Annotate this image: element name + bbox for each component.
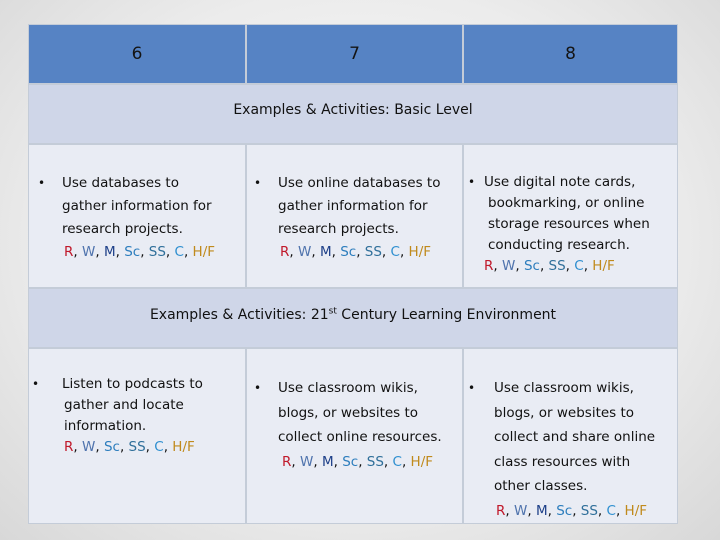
subject-tag: Sc bbox=[340, 244, 357, 260]
basic-activity-6 bbox=[38, 172, 243, 264]
subject-tag: R bbox=[64, 244, 74, 260]
grade-8-label: 8 bbox=[565, 44, 576, 64]
basic-activity-7 bbox=[254, 172, 464, 264]
subject-tag: W bbox=[501, 258, 516, 274]
bullet-icon: • bbox=[254, 381, 262, 395]
subject-tag: C bbox=[606, 502, 616, 519]
century-band bbox=[28, 288, 678, 348]
subject-tag: M bbox=[321, 453, 334, 470]
activity-line: other classes. bbox=[494, 478, 588, 494]
subject-tag: H/F bbox=[592, 258, 615, 274]
subject-tags: R, W, M, Sc, SS, C, H/F bbox=[64, 244, 216, 260]
activity-line: conducting research. bbox=[488, 237, 630, 253]
bullet-icon: • bbox=[32, 377, 40, 391]
activity-line: Use classroom wikis, bbox=[494, 380, 634, 396]
grade-7-header bbox=[246, 24, 463, 84]
subject-tag: SS bbox=[148, 244, 166, 260]
bullet-icon: • bbox=[38, 176, 46, 190]
activity-line: collect and share online bbox=[494, 429, 656, 445]
subject-tag: W bbox=[297, 244, 312, 260]
activity-line: Use online databases to bbox=[278, 175, 441, 191]
subject-tags: R, W, M, Sc, SS, C, H/F bbox=[280, 244, 432, 260]
subject-tag: Sc bbox=[556, 502, 573, 519]
subject-tag: M bbox=[103, 244, 116, 260]
subject-tag: W bbox=[81, 439, 96, 455]
activity-line: Listen to podcasts to bbox=[62, 376, 203, 392]
subject-tag: R bbox=[484, 258, 494, 274]
subject-tags: R, W, Sc, SS, C, H/F bbox=[64, 439, 195, 455]
subject-tag: W bbox=[81, 244, 96, 260]
activity-line: bookmarking, or online bbox=[488, 195, 645, 211]
basic-level-title: Examples & Activities: Basic Level bbox=[233, 102, 473, 118]
subject-tag: SS bbox=[548, 258, 566, 274]
subject-tag: R bbox=[280, 244, 290, 260]
activity-line: blogs, or websites to bbox=[494, 404, 635, 421]
activity-line: gather information for bbox=[62, 198, 212, 214]
subject-tag: Sc bbox=[103, 439, 120, 455]
subject-tag: C bbox=[154, 439, 164, 455]
grade-6-label: 6 bbox=[131, 44, 143, 64]
activity-line: research projects. bbox=[62, 221, 183, 237]
century-title: Examples & Activities: 21st Century Learning Environment bbox=[149, 306, 557, 323]
activity-line: Use databases to bbox=[62, 175, 179, 191]
subject-tag: H/F bbox=[408, 244, 432, 260]
subject-tags: R, W, M, Sc, SS, C, H/F bbox=[496, 502, 648, 519]
subject-tag: W bbox=[299, 453, 314, 470]
subject-tag: C bbox=[392, 453, 402, 470]
subject-tag: H/F bbox=[172, 439, 195, 455]
activity-line: information. bbox=[64, 418, 147, 434]
subject-tag: SS bbox=[364, 244, 382, 260]
subject-tags: R, W, M, Sc, SS, C, H/F bbox=[282, 453, 434, 470]
grade-8-header bbox=[463, 24, 678, 84]
century-activity-8 bbox=[468, 376, 678, 523]
grade-7-label: 7 bbox=[349, 44, 360, 64]
activity-line: Use classroom wikis, bbox=[278, 380, 418, 396]
activity-line: class resources with bbox=[494, 453, 631, 470]
bullet-icon: • bbox=[468, 381, 476, 395]
grade-6-header bbox=[28, 24, 246, 84]
activity-line: gather and locate bbox=[64, 397, 184, 413]
subject-tag: SS bbox=[580, 502, 598, 519]
activity-line: collect online resources. bbox=[278, 429, 442, 445]
subject-tag: R bbox=[496, 502, 506, 519]
subject-tags: R, W, Sc, SS, C, H/F bbox=[484, 258, 615, 274]
activity-line: storage resources when bbox=[488, 216, 650, 232]
basic-level-band bbox=[28, 84, 678, 144]
activity-line: gather information for bbox=[278, 198, 428, 214]
activity-line: blogs, or websites to bbox=[278, 404, 419, 421]
subject-tag: M bbox=[535, 502, 548, 519]
activity-line: Use digital note cards, bbox=[484, 174, 636, 190]
bullet-icon: • bbox=[254, 176, 262, 190]
subject-tag: Sc bbox=[124, 244, 141, 260]
subject-tag: H/F bbox=[192, 244, 216, 260]
subject-tag: H/F bbox=[410, 453, 434, 470]
subject-tag: SS bbox=[366, 453, 384, 470]
subject-tag: R bbox=[64, 439, 74, 455]
subject-tag: C bbox=[174, 244, 184, 260]
subject-tag: W bbox=[513, 502, 528, 519]
subject-tag: Sc bbox=[342, 453, 359, 470]
subject-tag: C bbox=[390, 244, 400, 260]
subject-tag: SS bbox=[128, 439, 146, 455]
subject-tag: H/F bbox=[624, 502, 648, 519]
basic-activity-8 bbox=[468, 172, 678, 277]
century-activity-7 bbox=[254, 376, 464, 474]
subject-tag: R bbox=[282, 453, 292, 470]
bullet-icon: • bbox=[468, 175, 476, 189]
activity-line: research projects. bbox=[278, 221, 399, 237]
subject-tag: M bbox=[319, 244, 332, 260]
century-activity-6 bbox=[32, 374, 242, 458]
subject-tag: Sc bbox=[523, 258, 540, 274]
subject-tag: C bbox=[574, 258, 584, 274]
